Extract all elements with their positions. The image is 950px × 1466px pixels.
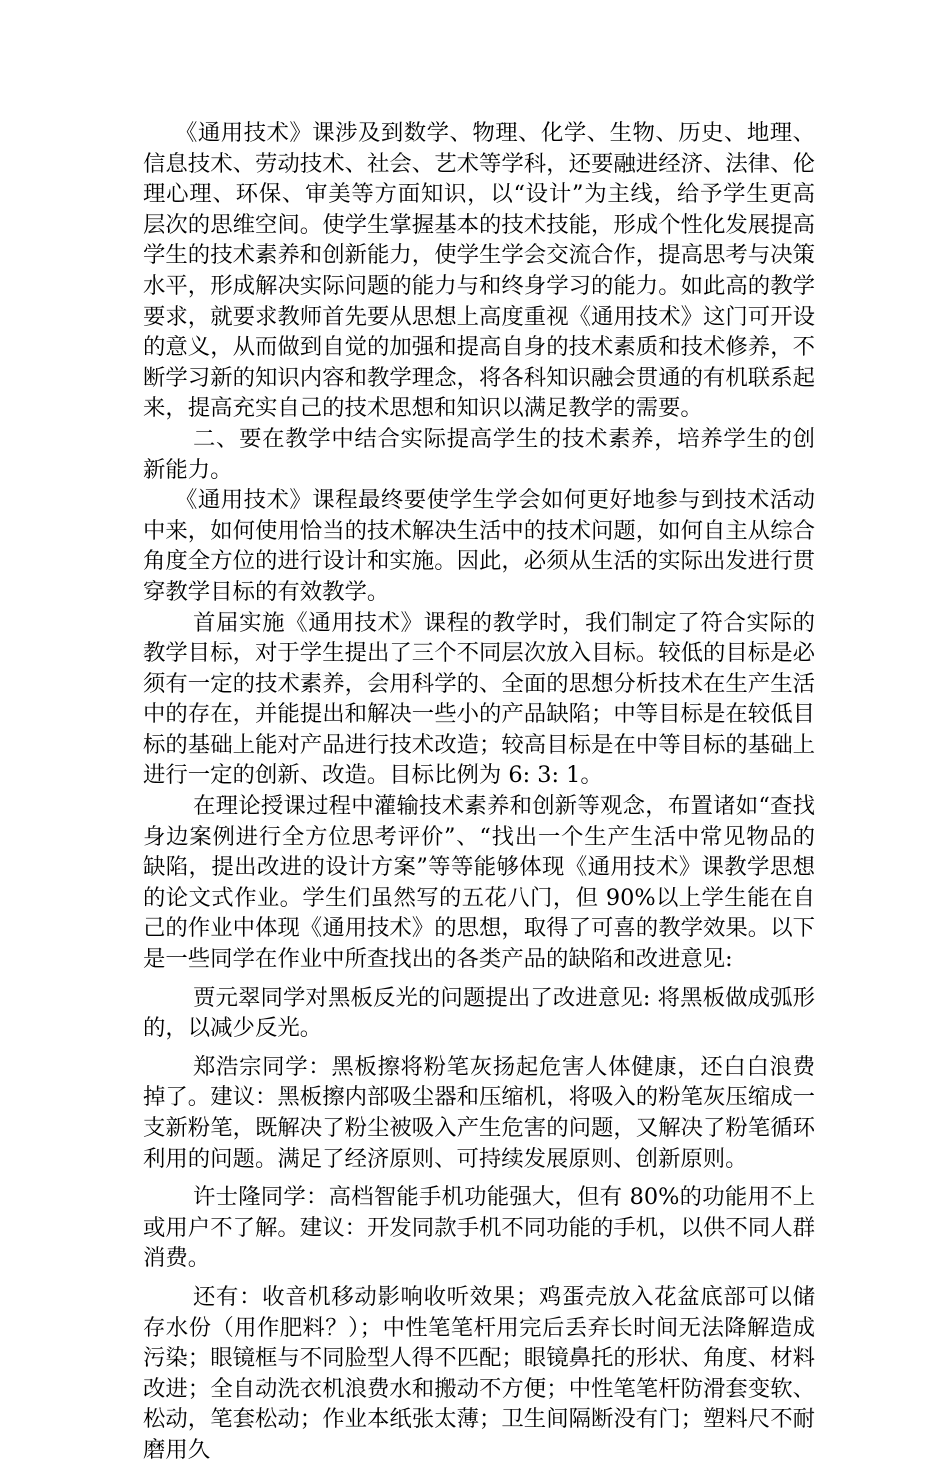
paragraph-student-example-2: 郑浩宗同学：黑板擦将粉笔灰扬起危害人体健康，还白白浪费掉了。建议：黑板擦内部吸尘器和压缩机，将吸入的粉笔灰压缩成一支新粉笔，既解决了粉尘被吸入产生危害的问题，又解决了粉笔循环利用的问题。满足了经济原则、可持续发展原则、创新原则。 xyxy=(143,1053,815,1172)
document-body xyxy=(143,118,815,1466)
paragraph-student-example-1: 贾元翠同学对黑板反光的问题提出了改进意见: 将黑板做成弧形的，以减少反光。 xyxy=(143,984,815,1042)
paragraph-course-goal: 《通用技术》课程最终要使学生学会如何更好地参与到技术活动中来，如何使用恰当的技术解决生活中的技术问题，如何自主从综合角度全方位的进行设计和实施。因此，必须从生活的实际出发进行贯穿教学目标的有效教学。 xyxy=(143,487,815,605)
paragraph-assignments: 在理论授课过程中灌输技术素养和创新等观念，布置诸如“查找身边案例进行全方位思考评价”、“找出一个生产生活中常见物品的缺陷，提出改进的设计方案”等等能够体现《通用技术》课教学思想的论文式作业。学生们虽然写的五花八门，但 90%以上学生能在自己的作业中体现《通用技术》的思想，取得了可喜的教学效果。以下是一些同学在作业中所查找出的各类产品的缺陷和改进意见: xyxy=(143,793,815,973)
section-heading-two: 二、要在教学中结合实际提高学生的技术素养，培养学生的创新能力。 xyxy=(143,425,815,483)
paragraph-course-scope: 《通用技术》课涉及到数学、物理、化学、生物、历史、地理、信息技术、劳动技术、社会、艺术等学科，还要融进经济、法律、伦理心理、环保、审美等方面知识，以“设计”为主线，给予学生更高层次的思维空间。使学生掌握基本的技术技能，形成个性化发展提高学生的技术素养和创新能力，使学生学会交流合作，提高思考与决策水平，形成解决实际问题的能力与和终身学习的能力。如此高的教学要求，就要求教师首先要从思想上高度重视《通用技术》这门可开设的意义，从而做到自觉的加强和提高自身的技术素质和技术修养，不断学习新的知识内容和教学理念，将各科知识融会贯通的有机联系起来，提高充实自己的技术思想和知识以满足教学的需要。 xyxy=(143,120,815,422)
paragraph-student-example-3: 许士隆同学：高档智能手机功能强大，但有 80%的功能用不上或用户不了解。建议：开发同款手机不同功能的手机，以供不同人群消费。 xyxy=(143,1184,815,1272)
paragraph-other-examples: 还有：收音机移动影响收听效果；鸡蛋壳放入花盆底部可以储存水份（用作肥料？）；中性笔笔杆用完后丢弃长时间无法降解造成污染；眼镜框与不同脸型人得不匹配；眼镜鼻托的形状、角度、材料改进；全自动洗衣机浪费水和搬动不方便；中性笔笔杆防滑套变软、松动，笔套松动；作业本纸张太薄；卫生间隔断没有门；塑料尺不耐磨用久 xyxy=(143,1283,815,1463)
paragraph-teaching-objectives: 首届实施《通用技术》课程的教学时，我们制定了符合实际的教学目标，对于学生提出了三个不同层次放入目标。较低的目标是必须有一定的技术素养，会用科学的、全面的思想分析技术在生产生活中的存在，并能提出和解决一些小的产品缺陷；中等目标是在较低目标的基础上能对产品进行技术改造；较高目标是在中等目标的基础上进行一定的创新、改造。目标比例为 6: 3: 1。 xyxy=(143,609,815,789)
